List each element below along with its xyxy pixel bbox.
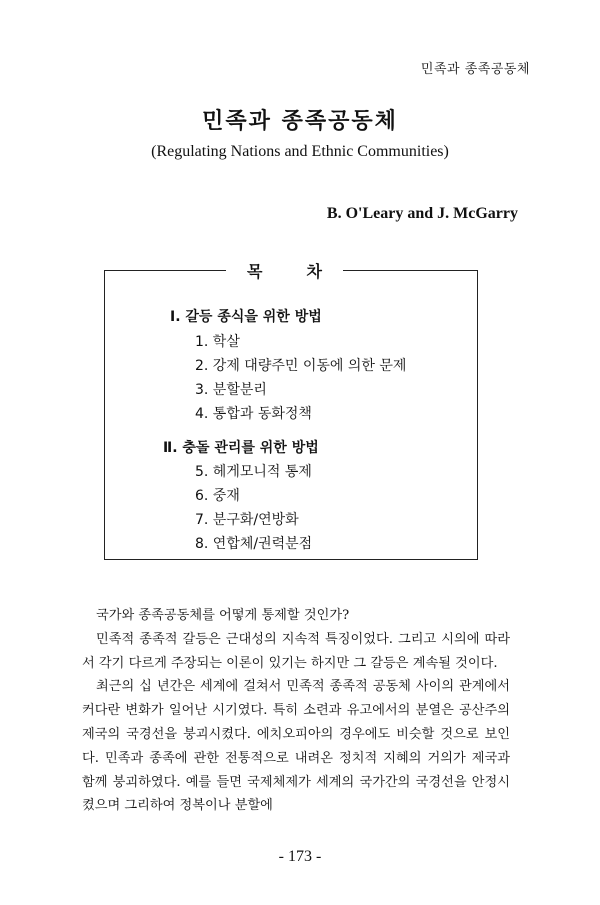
toc-item: 1. 학살 [195, 334, 240, 350]
toc-heading-right: 차 [306, 262, 322, 281]
toc-top-rule-right [343, 270, 478, 271]
body-paragraph: 최근의 십 년간은 세계에 걸쳐서 민족적 종족적 공동체 사이의 관계에서 커다란 변화가 일어난 시기였다. 특히 소련과 유고에서의 분열은 공산주의 제국의 국경선을 붕괴시켰다. 에치오피아의 경우에도 비슷할 것으로 보인다. 민족과 종족에 관한 전통적으로 내려온 정치적 지혜의 거의가 제국과 함께 붕괴하였다. 예를 들면 국제체제가 세계의 국가간의 국경선을 안정시켰으며 그리하여 정복이나 분할에 [82, 679, 510, 814]
document-title: 민족과 종족공동체 [202, 108, 398, 134]
toc-item: 6. 중재 [195, 488, 240, 504]
toc-item: 5. 헤게모니적 통제 [195, 464, 312, 480]
page-number: - 173 - [278, 848, 322, 865]
toc-item: 2. 강제 대량주민 이동에 의한 문제 [195, 358, 407, 374]
toc-section-1: Ⅰ. 갈등 종식을 위한 방법 [170, 309, 322, 325]
running-header: 민족과 종족공동체 [420, 62, 530, 77]
document-subtitle: (Regulating Nations and Ethnic Communities) [151, 143, 449, 160]
toc-top-rule-left [104, 270, 226, 271]
toc-item: 7. 분구화/연방화 [195, 512, 299, 528]
toc-section-2: Ⅱ. 충돌 관리를 위한 방법 [163, 440, 319, 456]
toc-heading [226, 259, 343, 282]
body-paragraph: 민족적 종족적 갈등은 근대성의 지속적 특징이었다. 그리고 시의에 따라서 각기 다르게 주장되는 이론이 있기는 하지만 그 갈등은 계속될 것이다. [82, 631, 510, 671]
toc-item: 8. 연합체/권력분점 [195, 536, 313, 552]
authors: B. O'Leary and J. McGarry [326, 205, 518, 222]
toc-item: 3. 분할분리 [195, 382, 267, 398]
body-text [82, 604, 510, 818]
body-paragraph: 국가와 종족공동체를 어떻게 통제할 것인가? [96, 608, 350, 623]
toc-item: 4. 통합과 동화정책 [195, 406, 312, 422]
toc-heading-left: 목 [247, 262, 263, 281]
